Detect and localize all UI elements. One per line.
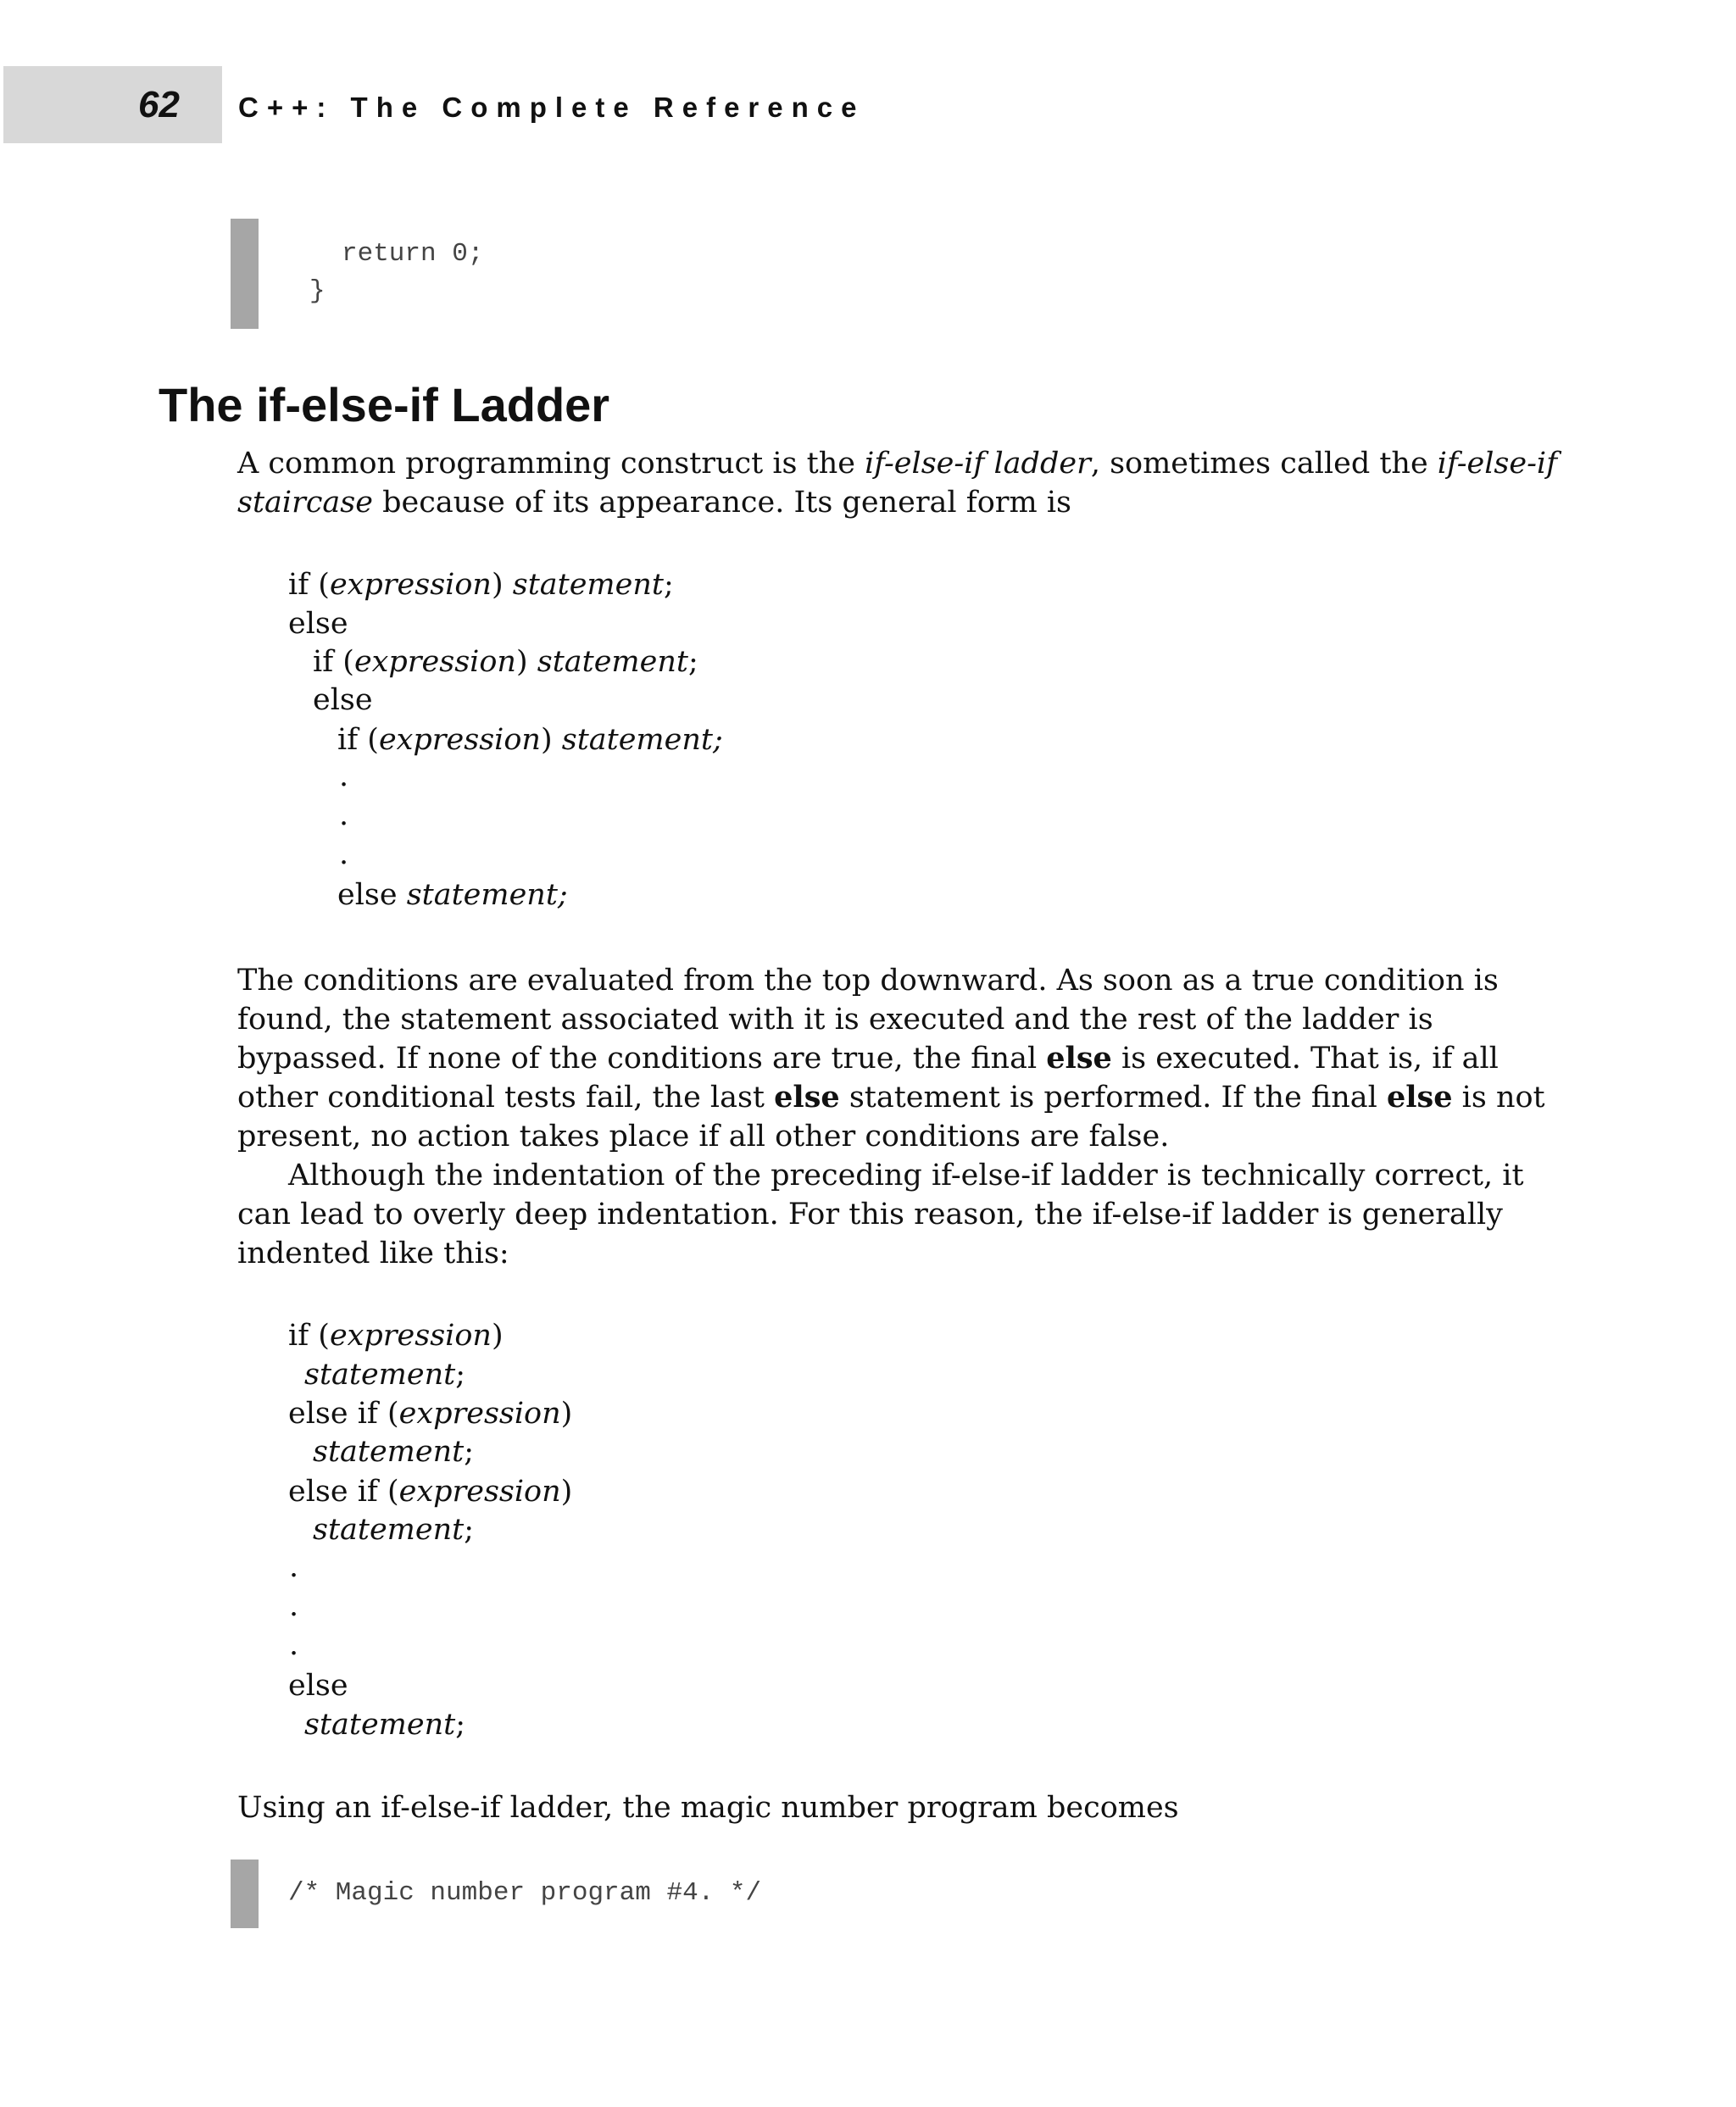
italic-term: if-else-if (1437, 447, 1558, 481)
punctuation: ) (491, 1319, 504, 1353)
syntax-line (304, 1355, 465, 1394)
syntax-line (313, 1432, 474, 1471)
punctuation: ; (464, 1435, 474, 1469)
placeholder-statement: statement (304, 1708, 456, 1742)
ellipsis-dot: . (289, 1628, 299, 1662)
section-heading: The if-else-if Ladder (159, 378, 610, 431)
bold-keyword: else (774, 1080, 840, 1115)
code-block-bar (231, 219, 259, 329)
punctuation: ) (560, 1475, 573, 1509)
ellipsis-dot: . (289, 1550, 299, 1584)
ellipsis-dot: . (339, 798, 349, 832)
paragraph-line (237, 483, 1071, 522)
text-run: is executed. That is, if all (1111, 1042, 1499, 1076)
punctuation: ; (455, 1358, 465, 1392)
placeholder-statement: statement (406, 878, 558, 912)
placeholder-statement: statement (561, 723, 713, 757)
placeholder-expression: expression (398, 1397, 561, 1431)
bold-keyword: else (1386, 1080, 1453, 1115)
placeholder-expression: expression (329, 568, 492, 602)
text-run: is not (1452, 1081, 1545, 1115)
punctuation: ; (687, 645, 698, 679)
page-number-tab (3, 66, 222, 143)
placeholder-expression: expression (378, 723, 541, 757)
text-run: bypassed. If none of the conditions are true, the final (237, 1042, 1047, 1076)
keyword: if ( (288, 1319, 330, 1353)
keyword: else if ( (288, 1397, 399, 1431)
punctuation: ; (557, 878, 568, 912)
text-run: because of its appearance. Its general form is (372, 486, 1071, 520)
code-line: } (309, 276, 326, 306)
page-number: 62 (138, 84, 180, 125)
syntax-line: else (313, 683, 373, 717)
paragraph-line (237, 444, 1557, 483)
text-run: statement is performed. If the final (839, 1081, 1387, 1115)
keyword: else (337, 878, 407, 912)
syntax-line (313, 1510, 474, 1549)
italic-term: if-else-if ladder (865, 447, 1091, 481)
syntax-line: else (288, 1669, 348, 1703)
text-run: A common programming construct is the (237, 447, 865, 481)
paragraph-line (237, 1039, 1499, 1078)
placeholder-expression: expression (353, 645, 516, 679)
keyword: if ( (313, 645, 354, 679)
paragraph-line: found, the statement associated with it is executed and the rest of the ladder is (237, 1003, 1433, 1037)
paragraph-line: The conditions are evaluated from the top downward. As soon as a true condition is (237, 964, 1499, 998)
placeholder-statement: statement (512, 568, 664, 602)
punctuation: ; (455, 1708, 465, 1742)
syntax-line (313, 642, 698, 681)
syntax-line: else (288, 607, 348, 641)
syntax-line (288, 1472, 572, 1511)
paragraph-line (237, 1078, 1545, 1117)
running-header-title: C++: The Complete Reference (238, 92, 865, 123)
punctuation: ; (712, 723, 723, 757)
placeholder-statement: statement (313, 1513, 465, 1547)
keyword: if ( (288, 568, 330, 602)
punctuation: ; (464, 1513, 474, 1547)
punctuation: ) (491, 568, 513, 602)
punctuation: ) (515, 645, 537, 679)
paragraph-line: Although the indentation of the preceding if-else-if ladder is technically correct, it (288, 1159, 1524, 1192)
ellipsis-dot: . (339, 759, 349, 793)
paragraph-line: indented like this: (237, 1237, 509, 1270)
italic-term: staircase (237, 486, 373, 520)
text-run: , sometimes called the (1090, 447, 1438, 481)
keyword: if ( (337, 723, 379, 757)
punctuation: ; (663, 568, 674, 602)
paragraph-line: can lead to overly deep indentation. For this reason, the if-else-if ladder is generally (237, 1198, 1503, 1231)
ellipsis-dot: . (289, 1589, 299, 1623)
syntax-line (288, 1394, 572, 1433)
punctuation: ) (560, 1397, 573, 1431)
syntax-line (337, 720, 723, 759)
syntax-line (288, 1316, 504, 1355)
placeholder-expression: expression (329, 1319, 492, 1353)
placeholder-expression: expression (398, 1475, 561, 1509)
code-line: return 0; (342, 239, 484, 269)
bold-keyword: else (1046, 1041, 1112, 1076)
syntax-line (288, 565, 674, 604)
syntax-line (304, 1705, 465, 1744)
placeholder-statement: statement (313, 1435, 465, 1469)
placeholder-statement: statement (304, 1358, 456, 1392)
placeholder-statement: statement (537, 645, 688, 679)
keyword: else if ( (288, 1475, 399, 1509)
text-run: other conditional tests fail, the last (237, 1081, 775, 1115)
paragraph-line: Using an if-else-if ladder, the magic number program becomes (237, 1791, 1179, 1825)
ellipsis-dot: . (339, 837, 349, 871)
paragraph-line: present, no action takes place if all other conditions are false. (237, 1120, 1170, 1154)
code-line: /* Magic number program #4. */ (288, 1878, 762, 1908)
code-block-bar (231, 1860, 259, 1928)
punctuation: ) (540, 723, 562, 757)
syntax-line (337, 876, 568, 915)
